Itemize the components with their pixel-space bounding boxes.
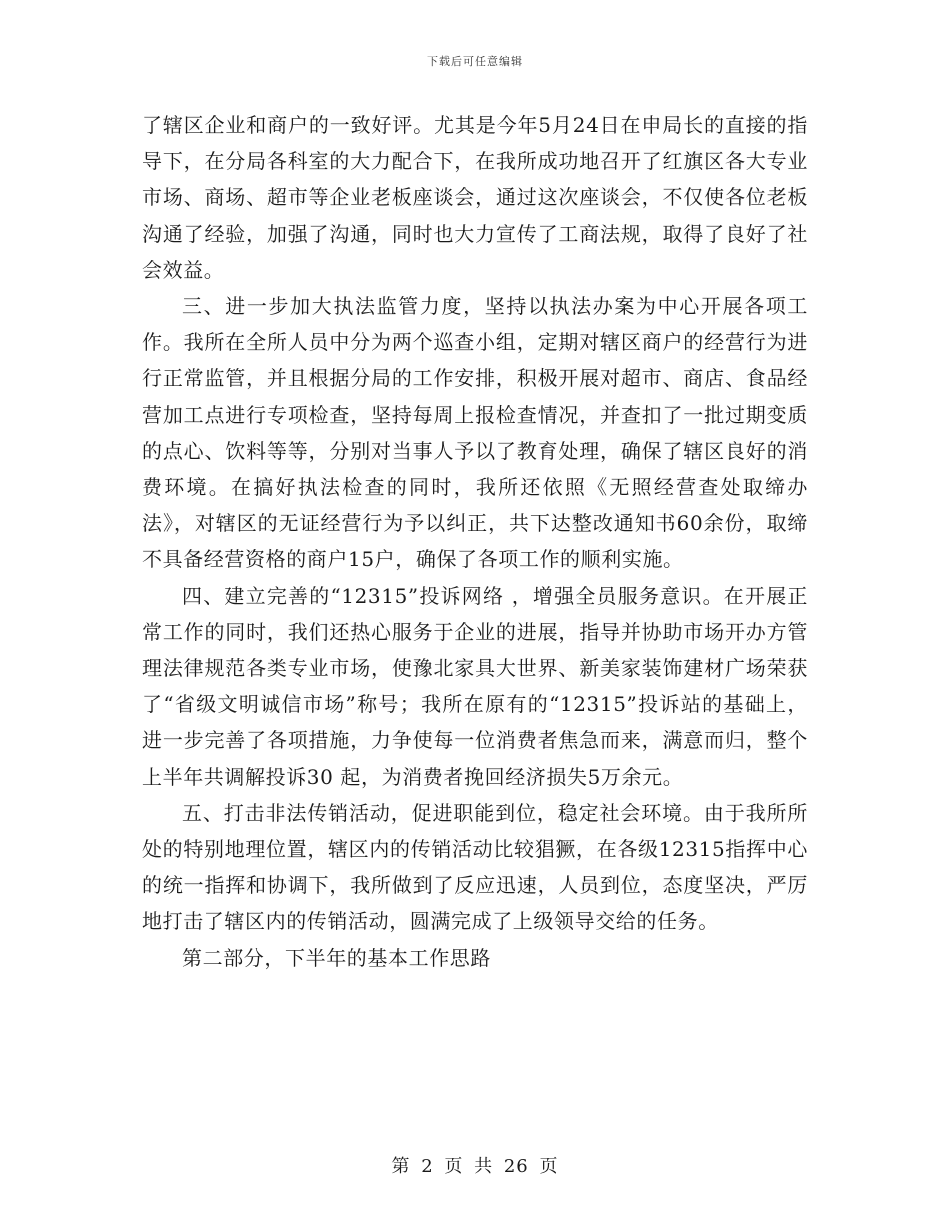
paragraph-section-three: 三、进一步加大执法监管力度，坚持以执法办案为中心开展各项工作。我所在全所人员中分为两个巡查小组，定期对辖区商户的经营行为进行正常监管，并且根据分局的工作安排，积极开展对超市、商店、食品经营加工点进行专项检查，坚持每周上报检查情况，并查扣了一批过期变质的点心、饮料等等，分别对当事人予以了教育处理，确保了辖区良好的消费环境。在搞好执法检查的同时，我所还依照《无照经营查处取缔办法》，对辖区的无证经营行为予以纠正，共下达整改通知书60余份，取缔不具备经营资格的商户15户，确保了各项工作的顺利实施。 (142, 294, 808, 572)
page-header: 下载后可任意编辑 (427, 55, 523, 68)
part-two-heading: 第二部分，下半年的基本工作思路 (182, 945, 491, 970)
paragraph-continuation: 了辖区企业和商户的一致好评。尤其是今年5月24日在申局长的直接的指导下，在分局各科室的大力配合下，在我所成功地召开了红旗区各大专业市场、商场、超市等企业老板座谈会，通过这次座谈会，不仅使各位老板沟通了经验，加强了沟通，同时也大力宣传了工商法规，取得了良好了社会效益。 (142, 113, 808, 282)
paragraph-section-five: 五、打击非法传销活动，促进职能到位，稳定社会环境。由于我所所处的特别地理位置，辖区内的传销活动比较猖獗，在各级12315指挥中心的统一指挥和协调下，我所做到了反应迅速，人员到位，态度坚决，严厉地打击了辖区内的传销活动，圆满完成了上级领导交给的任务。 (142, 800, 808, 934)
paragraph-section-four: 四、建立完善的“12315”投诉网络 ，增强全员服务意识。在开展正常工作的同时，我们还热心服务于企业的进展，指导并协助市场开办方管理法律规范各类专业市场，使豫北家具大世界、新美家装饰建材广场荣获了“省级文明诚信市场”称号；我所在原有的“12315”投诉站的基础上，进一步完善了各项措施，力争使每一位消费者焦急而来，满意而归，整个上半年共调解投诉30 起，为消费者挽回经济损失5万余元。 (142, 583, 808, 789)
page-footer: 第 2 页 共 26 页 (391, 1156, 559, 1177)
document-body (142, 107, 808, 976)
